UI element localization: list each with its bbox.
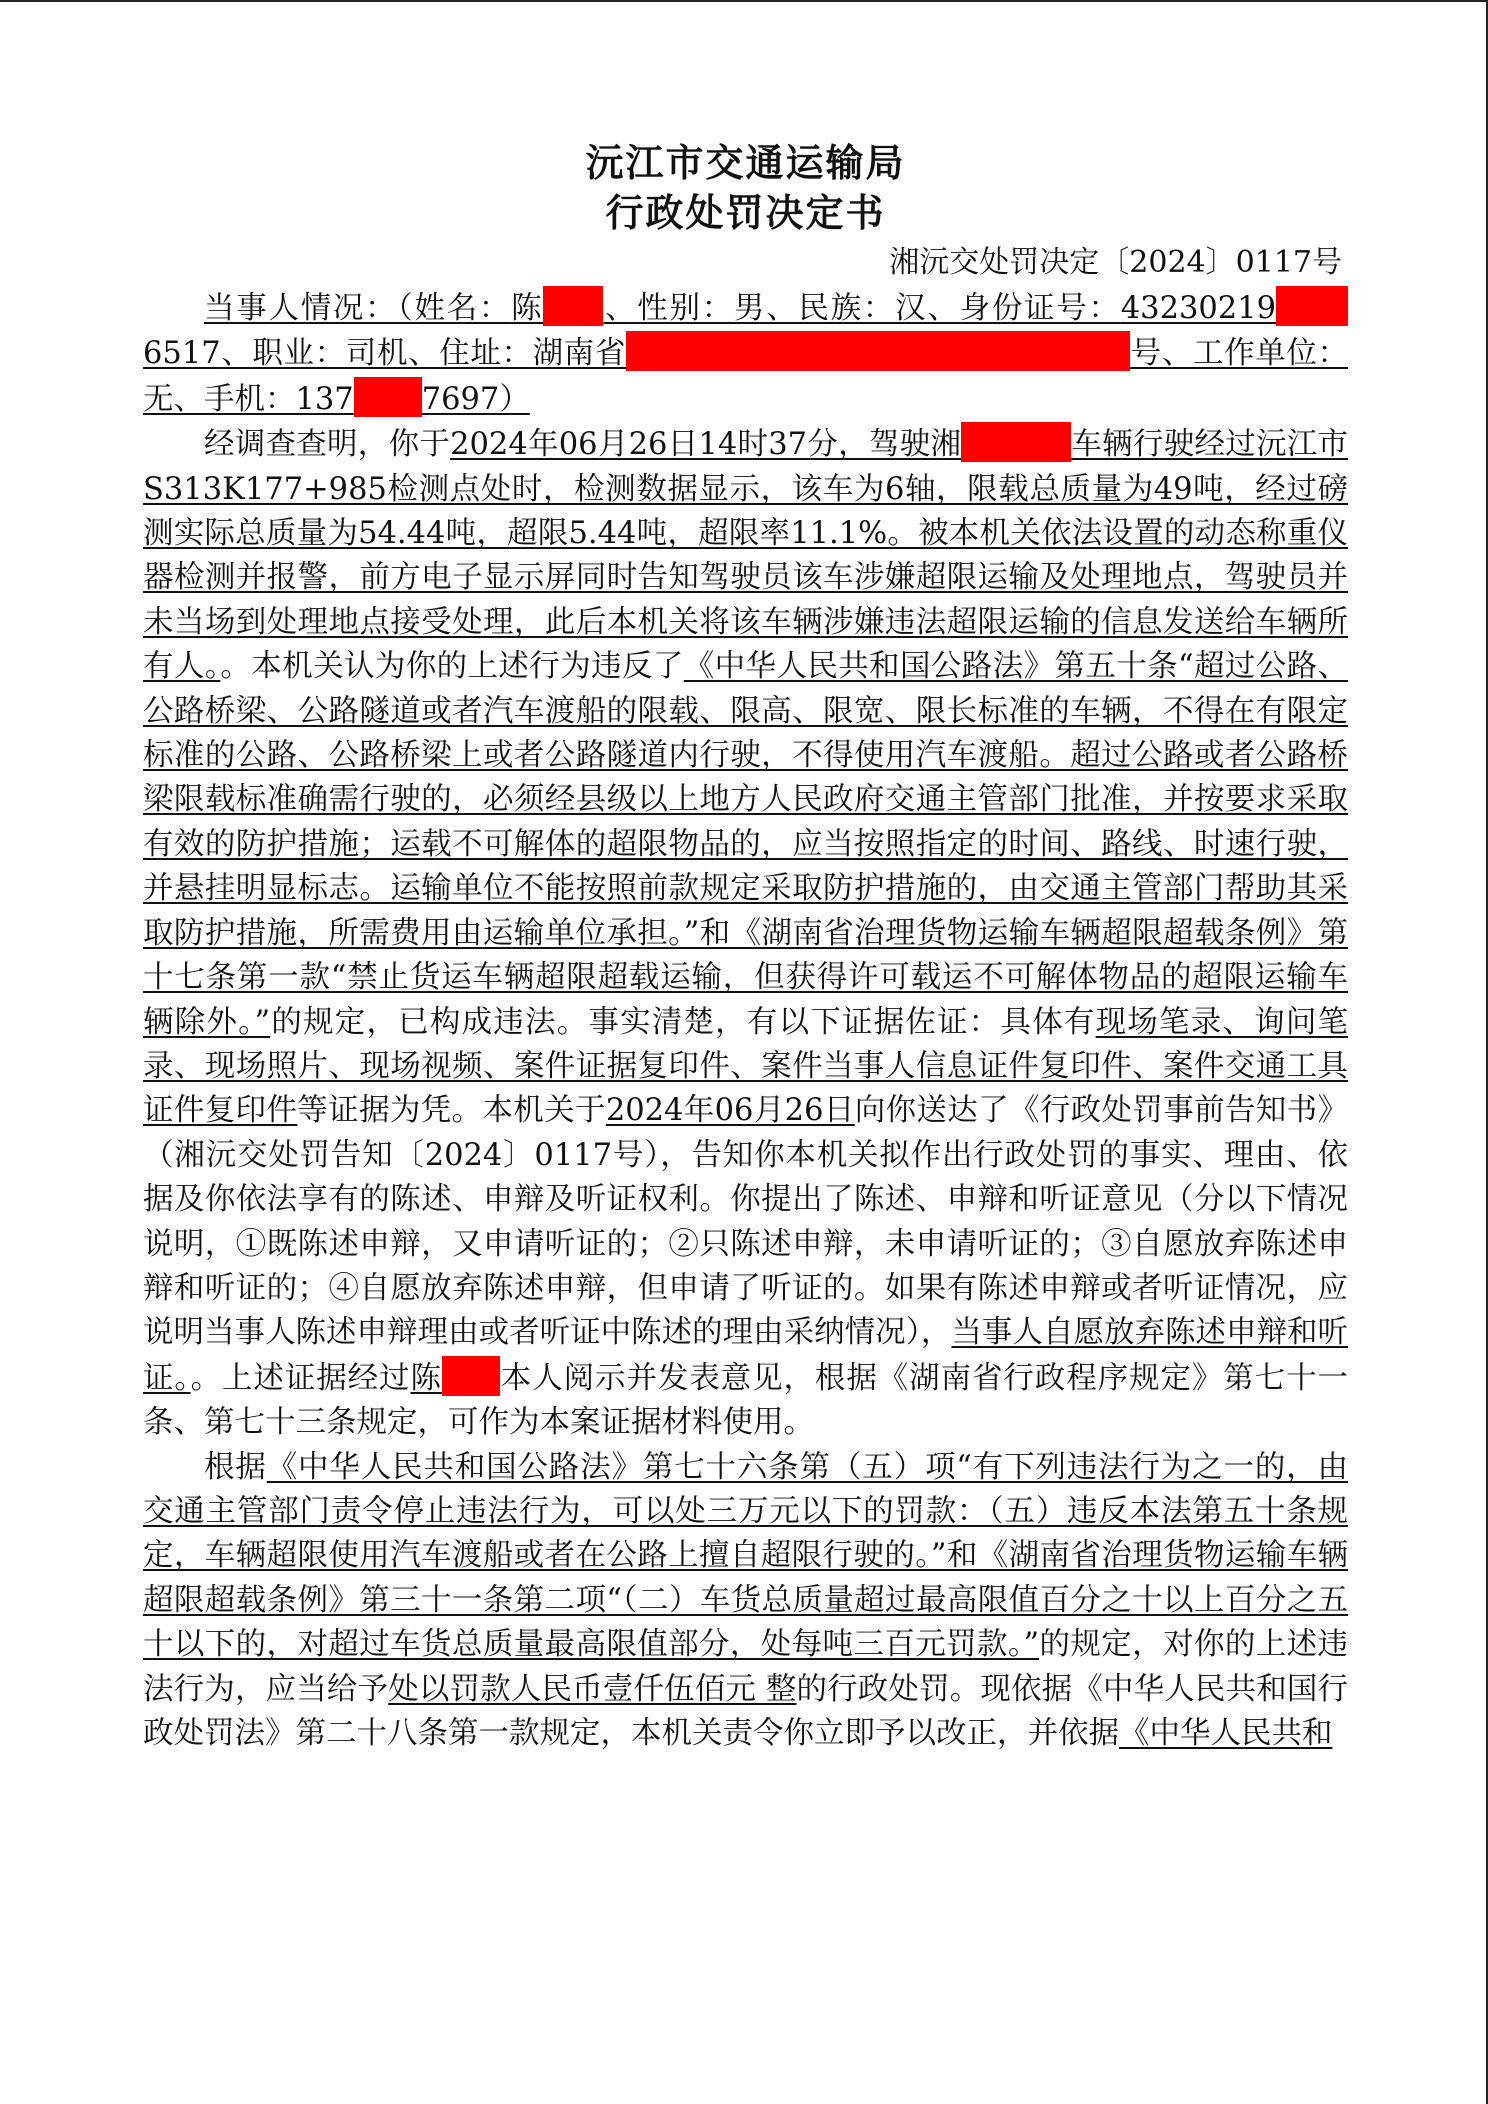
decision-paragraph: 根据《中华人民共和国公路法》第七十六条第（五）项“有下列违法行为之一的，由交通主管部门责令停止违法行为，可以处三万元以下的罚款：（五）违反本法第五十条规定，车辆超限使用汽车渡船或者在公路上擅自超限行驶的。”和《湖南省治理货物运输车辆超限超载条例》第三十一条第二项“（二）车货总质量超过最高限值百分之十以上百分之五十以下的，对超过车货总质量最高限值部分，处每吨三百元罚款。”的规定，对你的上述违法行为，应当给予处以罚款人民币壹仟伍佰元 整的行政处罚。现依据《中华人民共和国行政处罚法》第二十八条第一款规定，本机关责令你立即予以改正，并依据《中华人民共和 <box>143 1449 1349 1751</box>
party-name: 陈 <box>511 291 544 326</box>
notice-date: 2024年06月26日 <box>605 1093 855 1129</box>
document-type-title: 行政处罚决定书 <box>605 190 886 235</box>
phone-suffix: 7697） <box>421 381 530 417</box>
id-number-suffix: 6517 <box>143 336 221 372</box>
penalty-law-citation: 《中华人民共和国公路法》第七十六条第（五）项“有下列违法行为之一的，由交通主管部门责令停止违法行为，可以处三万元以下的罚款：（五）违反本法第五十条规定，车辆超限使用汽车渡船或者在公路上擅自超限行驶的。”和《湖南省治理货物运输车辆超限超载条例》第三十一条第二项“（二）车货总质量超过最高限值百分之十以上百分之五十以下的，对超过车货总质量最高限值部分，处每吨三百元罚款。” <box>143 1449 1349 1663</box>
party-info-paragraph <box>143 286 1348 422</box>
document-number: 湘沅交处罚决定〔2024〕0117号 <box>889 245 1342 280</box>
violation-datetime: 2024年06月26日14时37分，驾驶湘 <box>450 427 962 463</box>
id-number-prefix: 43230219 <box>1120 291 1277 326</box>
redaction-name <box>543 286 603 326</box>
page-edge-top <box>0 0 1488 2</box>
reviewer-name: 陈 <box>410 1361 499 1396</box>
party-label: 当事人情况：（姓名：陈 、性别：男、民族：汉、身份证号：432302196517、职业：司机、住址：湖南省 号、工作单位：无、手机：137 7697） <box>143 291 1348 417</box>
redaction-plate <box>961 422 1071 462</box>
redaction-address-2 <box>1026 331 1130 371</box>
enforcement-law-citation: 《中华人民共和 <box>1119 1716 1333 1751</box>
redaction-address <box>626 331 1026 371</box>
violated-law-citation: 《中华人民共和国公路法》第五十条“超过公路、公路桥梁、公路隧道或者汽车渡船的限载、限高、限宽、限长标准的车辆，不得在有限定标准的公路、公路桥梁上或者公路隧道内行驶，不得使用汽车渡船。超过公路或者公路桥梁限载标准确需行驶的，必须经县级以上地方人民政府交通主管部门批准，并按要求采取有效的防护措施；运载不可解体的超限物品的，应当按照指定的时间、路线、时速行驶，并悬挂明显标志。运输单位不能按照前款规定采取防护措施的，由交通主管部门帮助其采取防护措施，所需费用由运输单位承担。”和《湖南省治理货物运输车辆超限超载条例》第十七条第一款“禁止货运车辆超限超载运输，但获得许可载运不可解体物品的超限运输车辆除外。” <box>143 649 1349 1040</box>
violation-facts: 车辆行驶经过沅江市S313K177+985检测点处时，检测数据显示，该车为6轴，限载总质量为49吨，经过磅测实际总质量为54.44吨，超限5.44吨，超限率11.1%。被本机关依法设置的动态称重仪器检测并报警，前方电子显示屏同时告知驾驶员该车涉嫌超限运输及处理地点，驾驶员并未当场到处理地点接受处理，此后本机关将该车辆涉嫌违法超限运输的信息发送给车辆所有人。 <box>143 427 1348 685</box>
agency-title: 沅江市交通运输局 <box>585 140 906 185</box>
document-body <box>143 286 1348 1756</box>
facts-paragraph: 经调查查明，你于2024年06月26日14时37分，驾驶湘 车辆行驶经过沅江市S313K177+985检测点处时，检测数据显示，该车为6轴，限载总质量为49吨，经过磅测实际总质量为54.44吨，超限5.44吨，超限率11.1%。被本机关依法设置的动态称重仪器检测并报警，前方电子显示屏同时告知驾驶员该车涉嫌超限运输及处理地点，驾驶员并未当场到处理地点接受处理，此后本机关将该车辆涉嫌违法超限运输的信息发送给车辆所有人。。本机关认为你的上述行为违反了《中华人民共和国公路法》第五十条“超过公路、公路桥梁、公路隧道或者汽车渡船的限载、限高、限宽、限长标准的车辆，不得在有限定标准的公路、公路桥梁上或者公路隧道内行驶，不得使用汽车渡船。超过公路或者公路桥梁限载标准确需行驶的，必须经县级以上地方人民政府交通主管部门批准，并按要求采取有效的防护措施；运载不可解体的超限物品的，应当按照指定的时间、路线、时速行驶，并悬挂明显标志。运输单位不能按照前款规定采取防护措施的，由交通主管部门帮助其采取防护措施，所需费用由运输单位承担。”和《湖南省治理货物运输车辆超限超载条例》第十七条第一款“禁止货运车辆超限超载运输，但获得许可载运不可解体物品的超限运输车辆除外。”的规定，已构成违法。事实清楚，有以下证据佐证：具体有现场笔录、询问笔录、现场照片、现场视频、案件证据复印件、案件当事人信息证件复印件、案件交通工具证件复印件等证据为凭。本机关于2024年06月26日向你送达了《行政处罚事前告知书》（湘沅交处罚告知〔2024〕0117号），告知你本机关拟作出行政处罚的事实、理由、依据及你依法享有的陈述、申辩及听证权利。你提出了陈述、申辩和听证意见（分以下情况说明，①既陈述申辩，又申请听证的；②只陈述申辩，未申请听证的；③自愿放弃陈述申辩和听证的；④自愿放弃陈述申辩，但申请了听证的。如果有陈述申辩或者听证情况，应说明当事人陈述申辩理由或者听证中陈述的理由采纳情况），当事人自愿放弃陈述申辩和听证。。上述证据经过陈 本人阅示并发表意见，根据《湖南省行政程序规定》第七十一条、第七十三条规定，可作为本案证据材料使用。 <box>143 422 1348 1445</box>
waiver-statement: 当事人自愿放弃陈述申辩和听证。 <box>143 1315 1348 1396</box>
redaction-reviewer <box>442 1356 500 1396</box>
evidence-list: 现场笔录、询问笔录、现场照片、现场视频、案件证据复印件、案件当事人信息证件复印件、案件交通工具证件复印件 <box>143 1004 1349 1129</box>
document <box>143 138 1348 1756</box>
redaction-phone <box>354 377 422 417</box>
redaction-id-number <box>1276 286 1348 326</box>
penalty-amount: 处以罚款人民币壹仟伍佰元 整 <box>388 1671 797 1707</box>
phone-prefix: 137 <box>295 381 354 417</box>
